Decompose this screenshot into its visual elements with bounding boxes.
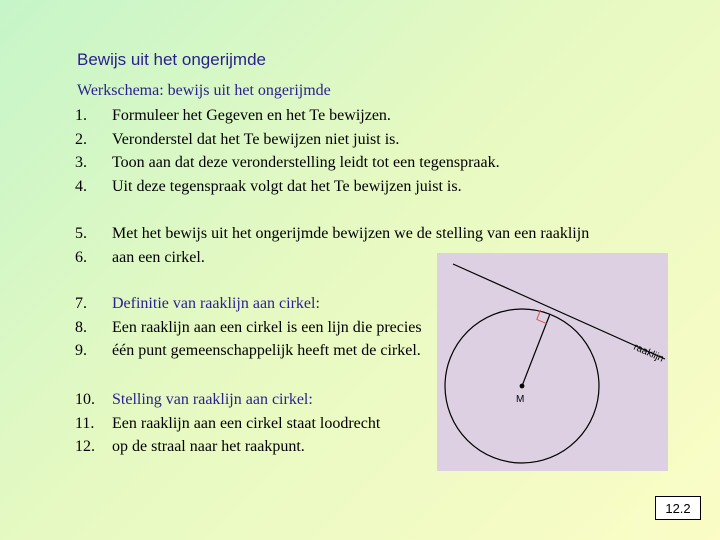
line-text: aan een cirkel.	[112, 248, 205, 266]
tangent-diagram	[437, 253, 668, 471]
list-item	[75, 104, 500, 128]
line-number: 7.	[75, 295, 87, 312]
list-item	[75, 128, 500, 152]
line-number: 10.	[75, 391, 95, 408]
line-number: 3.	[75, 154, 87, 171]
list-item	[75, 435, 380, 459]
line-number: 6.	[75, 248, 87, 266]
line-number: 9.	[75, 342, 87, 359]
line-number: 8.	[75, 318, 87, 336]
slide-number: 12.2	[655, 496, 701, 520]
line-text: Veronderstel dat het Te bewijzen niet juist is.	[112, 130, 400, 148]
line-number: 5.	[75, 225, 87, 242]
list-item	[75, 151, 500, 175]
line-text: Formuleer het Gegeven en het Te bewijzen.	[112, 107, 391, 124]
theorem-lines	[75, 388, 380, 459]
list-item	[75, 339, 422, 363]
line-text: Uit deze tegenspraak volgt dat het Te bewijzen juist is.	[112, 177, 462, 195]
tangent-label: raaklijn	[631, 341, 666, 365]
list-item	[75, 388, 380, 412]
definition-lines	[75, 292, 422, 363]
list-item	[75, 412, 380, 436]
line-text: Met het bewijs uit het ongerijmde bewijzen we de stelling van een raaklijn	[112, 225, 590, 242]
slide-title: Bewijs uit het ongerijmde	[77, 50, 266, 69]
line-text: op de straal naar het raakpunt.	[112, 438, 305, 455]
list-item	[75, 222, 589, 246]
list-item	[75, 292, 422, 316]
tangent-line	[453, 264, 665, 359]
line-text: Toon aan dat deze veronderstelling leidt tot een tegenspraak.	[112, 154, 500, 171]
definition-title: Definitie van raaklijn aan cirkel:	[112, 295, 320, 312]
line-number: 12.	[75, 438, 95, 455]
line-number: 1.	[75, 107, 87, 124]
tangent-figure	[437, 253, 668, 471]
line-text: Een raaklijn aan een cirkel staat loodrecht	[112, 414, 381, 432]
line-number: 4.	[75, 177, 87, 195]
theorem-title: Stelling van raaklijn aan cirkel:	[112, 391, 313, 408]
radius-line	[522, 314, 550, 386]
center-point	[520, 384, 525, 389]
center-label: M	[516, 394, 525, 405]
list-item	[75, 175, 500, 199]
schema-heading: Werkschema: bewijs uit het ongerijmde	[77, 82, 331, 99]
line-text: Een raaklijn aan een cirkel is een lijn die precies	[112, 318, 422, 336]
line-text: één punt gemeenschappelijk heeft met de cirkel.	[112, 342, 421, 359]
line-number: 2.	[75, 130, 87, 148]
list-item	[75, 316, 422, 340]
schema-steps	[75, 104, 500, 198]
line-number: 11.	[75, 414, 95, 432]
